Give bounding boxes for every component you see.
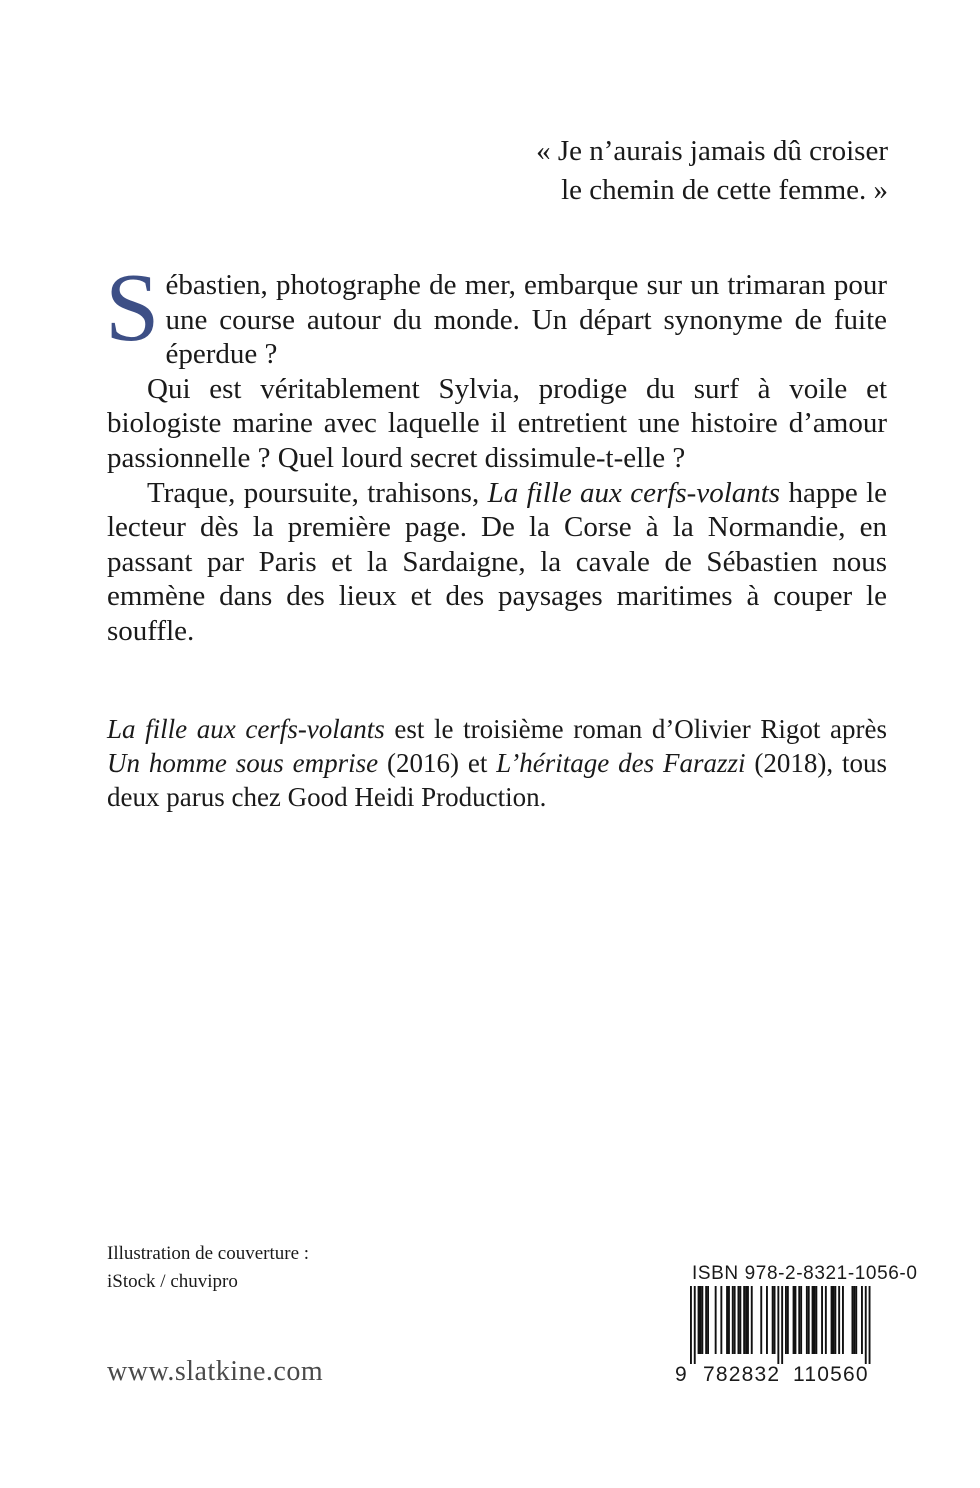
barcode-bar <box>698 1286 700 1354</box>
publisher-website: www.slatkine.com <box>107 1356 324 1387</box>
barcode-bar <box>833 1286 835 1354</box>
barcode-guard-bar <box>690 1286 692 1364</box>
barcode-guard-bar <box>869 1286 871 1364</box>
barcode-bar <box>715 1286 717 1354</box>
isbn-barcode <box>674 1263 918 1386</box>
barcode-bar <box>772 1286 774 1354</box>
synopsis-paragraph-2: Qui est véritablement Sylvia, prodige du surf à voile et biologiste marine avec laquelle il entretient une histoire d’amour passionnelle ? Quel lourd secret dissimule-t-elle ? <box>107 372 887 474</box>
barcode-bar <box>743 1286 745 1354</box>
barcode-digits <box>674 1364 884 1386</box>
author-bio-text-2: (2016) et <box>378 748 497 778</box>
barcode-bar <box>738 1286 740 1354</box>
cover-credit-line-2: iStock / chuvipro <box>107 1271 238 1292</box>
barcode-bar <box>793 1286 795 1354</box>
barcode-bar <box>700 1286 702 1354</box>
barcode-bar <box>806 1286 808 1354</box>
barcode-bar <box>800 1286 802 1354</box>
barcode-bar <box>842 1286 844 1354</box>
barcode-bar <box>726 1286 728 1354</box>
barcode-bar <box>808 1286 810 1354</box>
barcode-bar <box>734 1286 736 1354</box>
barcode-bar <box>825 1286 827 1354</box>
isbn-label: ISBN 978-2-8321-1056-0 <box>692 1263 918 1284</box>
barcode-bar <box>831 1286 833 1354</box>
book-title-1: La fille aux cerfs-volants <box>107 714 385 744</box>
barcode-bar <box>745 1286 747 1354</box>
barcode-bar <box>795 1286 797 1354</box>
barcode-bar <box>707 1286 709 1354</box>
barcode-bar <box>705 1286 707 1354</box>
barcode-bar <box>812 1286 814 1354</box>
barcode-bar <box>785 1286 787 1354</box>
synopsis-p3-before: Traque, poursuite, trahisons, <box>147 476 488 509</box>
barcode-bar <box>766 1286 768 1354</box>
author-bio-text-1: est le troisième roman d’Olivier Rigot après <box>384 714 887 744</box>
barcode-bar <box>815 1286 817 1354</box>
barcode-digits-right: 110560 <box>793 1363 869 1386</box>
cover-credit <box>107 1240 309 1296</box>
barcode-bar <box>855 1286 857 1354</box>
barcode-bar <box>821 1286 823 1354</box>
barcode-bar <box>720 1286 722 1354</box>
barcode-bar <box>853 1286 855 1354</box>
barcode-bar <box>838 1286 840 1354</box>
synopsis-p1-text: ébastien, photographe de mer, embarque sur un trimaran pour une course autour du monde. Un départ synonyme de fuite éperdue ? <box>165 269 887 371</box>
barcode-bar <box>751 1286 753 1354</box>
synopsis <box>105 254 887 649</box>
barcode-bar <box>798 1286 800 1354</box>
barcode-bar <box>852 1286 854 1354</box>
barcode-bar <box>701 1286 703 1354</box>
drop-cap: S <box>105 254 160 362</box>
barcode-guard-bar <box>694 1286 696 1364</box>
barcode-guard-bar <box>777 1286 779 1364</box>
barcode-bar <box>728 1286 730 1354</box>
barcode-bar <box>774 1286 776 1354</box>
author-bio-text-3: (2018), tous deux parus chez Good Heidi Production. <box>107 748 888 812</box>
synopsis-p3-title: La fille aux cerfs-volants <box>487 476 781 509</box>
barcode-guard-bar <box>865 1286 867 1364</box>
epigraph-quote <box>368 132 888 210</box>
barcode-bar <box>861 1286 863 1354</box>
synopsis-paragraph-1 <box>105 254 887 372</box>
author-bio <box>107 712 887 814</box>
book-title-3: L’héritage des Farazzi <box>496 748 746 778</box>
cover-credit-line-1: Illustration de couverture : <box>107 1243 310 1264</box>
barcode-bar <box>732 1286 734 1354</box>
barcode-bars <box>674 1286 884 1364</box>
barcode-bar <box>747 1286 749 1354</box>
barcode-bar <box>834 1286 836 1354</box>
barcode-digits-left: 782832 <box>703 1363 781 1386</box>
book-title-2: Un homme sous emprise <box>107 748 379 778</box>
synopsis-paragraph-3 <box>107 476 887 649</box>
barcode-bar <box>814 1286 816 1354</box>
barcode-bar <box>760 1286 762 1354</box>
barcode-guard-bar <box>781 1286 783 1364</box>
barcode-digit-first: 9 <box>675 1363 688 1386</box>
barcode-bar <box>787 1286 789 1354</box>
quote-line-2: le chemin de cette femme. » <box>561 174 888 206</box>
synopsis-p3-after: happe le lecteur dès la première page. De la Corse à la Normandie, en passant par Paris et la Sardaigne, la cavale de Sébastien nous emmène dans des lieux et des paysages maritimes à couper le souffle. <box>107 476 887 647</box>
barcode-bar <box>739 1286 741 1354</box>
quote-line-1: « Je n’aurais jamais dû croiser <box>536 135 888 167</box>
